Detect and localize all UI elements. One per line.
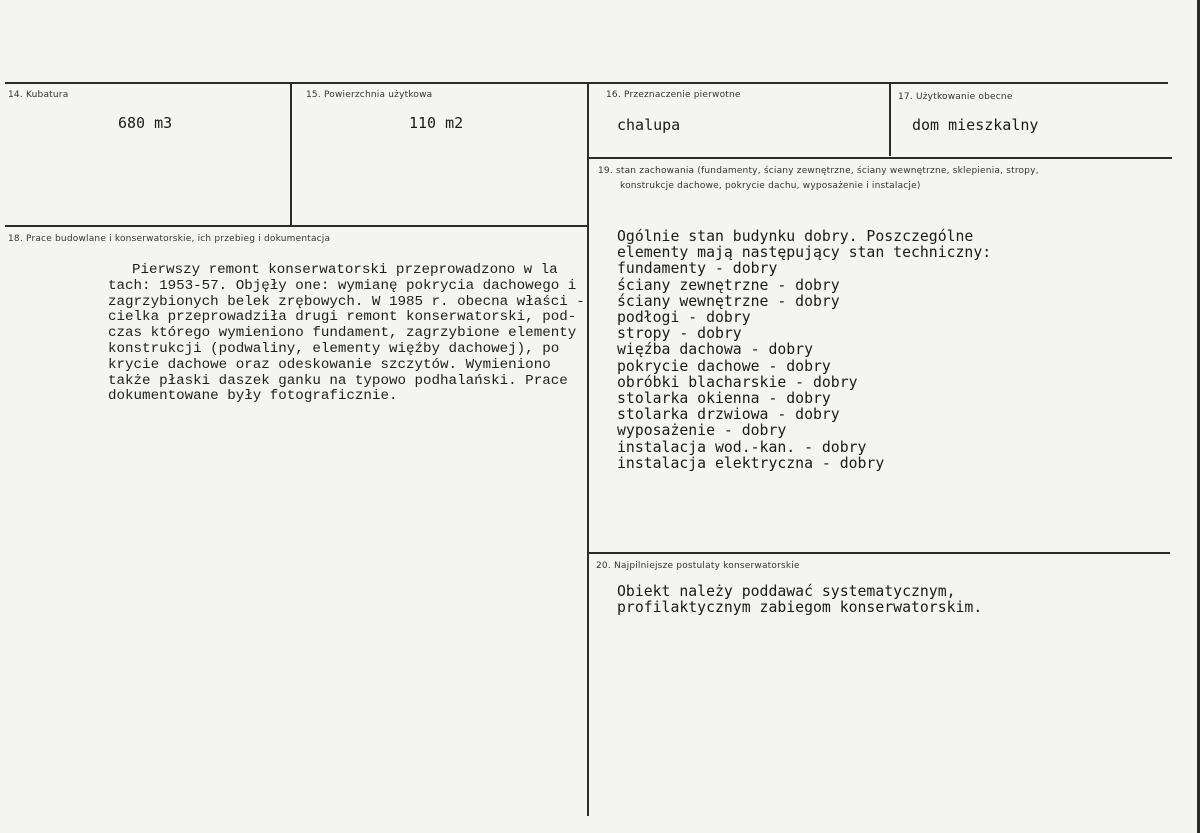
stan-zachowania-text	[617, 229, 991, 472]
stan-line: ściany wewnętrzne - dobry	[617, 292, 840, 310]
powierzchnia-label: 15. Powierzchnia użytkowa	[306, 90, 433, 100]
prace-line: krycie dachowe oraz odeskowanie szczytów. Wymieniono	[108, 356, 551, 373]
stan-zachowania-label-1: 19. stan zachowania (fundamenty, ściany zewnętrzne, ściany wewnętrzne, sklepienia, stropy,	[598, 166, 1039, 176]
prace-line: czas którego wymieniono fundament, zagrzybione elementy	[108, 325, 577, 342]
przeznaczenie-value: chalupa	[617, 116, 681, 134]
postulaty-text	[617, 584, 982, 616]
divider-16-17	[889, 84, 891, 156]
divider-14-15	[290, 84, 292, 226]
stan-line: pokrycie dachowe - dobry	[617, 357, 831, 375]
prace-line: także płaski daszek ganku na typowo podhalański. Prace	[108, 372, 568, 389]
stan-line: więźba dachowa - dobry	[617, 341, 813, 359]
stan-line: Ogólnie stan budynku dobry. Poszczególne	[617, 228, 974, 245]
stan-line: podłogi - dobry	[617, 309, 751, 327]
postulaty-line: Obiekt należy poddawać systematycznym,	[617, 583, 956, 600]
prace-line: dokumentowane były fotograficznie.	[108, 388, 398, 405]
kubatura-label: 14. Kubatura	[8, 90, 69, 100]
prace-text	[108, 263, 585, 405]
przeznaczenie-label: 16. Przeznaczenie pierwotne	[606, 90, 741, 100]
prace-line: Pierwszy remont konserwatorski przeprowadzono w la	[132, 262, 558, 278]
postulaty-label: 20. Najpilniejsze postulaty konserwatorskie	[596, 561, 800, 571]
prace-line: konstrukcji (podwaliny, elementy więźby dachowej), po	[108, 340, 560, 357]
postulaty-line: profilaktycznym zabiegom konserwatorskim.	[617, 599, 983, 617]
stan-line: stolarka drzwiowa - dobry	[617, 406, 840, 424]
stan-line: instalacja wod.-kan. - dobry	[617, 438, 867, 456]
stan-line: ściany zewnętrzne - dobry	[617, 276, 840, 294]
stan-line: elementy mają następujący stan techniczny:	[617, 244, 992, 262]
stan-line: stolarka okienna - dobry	[617, 390, 831, 408]
uzytkowanie-label: 17. Użytkowanie obecne	[898, 92, 1013, 102]
powierzchnia-value: 110 m2	[409, 114, 464, 132]
stan-line: fundamenty - dobry	[617, 260, 778, 278]
rule-under-14-15	[5, 225, 588, 227]
prace-line: zagrzybionych belek zrębowych. W 1985 r. obecna właści -	[108, 293, 585, 310]
uzytkowanie-value: dom mieszkalny	[912, 116, 1039, 134]
rule-above-20	[589, 552, 1170, 554]
stan-line: wyposażenie - dobry	[617, 422, 787, 440]
prace-line: tach: 1953-57. Objęły one: wymianę pokrycia dachowego i	[108, 277, 577, 294]
kubatura-value: 680 m3	[118, 114, 173, 132]
stan-line: stropy - dobry	[617, 325, 742, 343]
stan-zachowania-label-2: konstrukcje dachowe, pokrycie dachu, wyposażenie i instalacje)	[620, 181, 921, 191]
stan-line: instalacja elektryczna - dobry	[617, 454, 885, 472]
divider-main	[587, 84, 589, 816]
prace-label: 18. Prace budowlane i konserwatorskie, ich przebieg i dokumentacja	[8, 234, 331, 244]
prace-line: cielka przeprowadziła drugi remont konserwatorski, pod-	[108, 309, 577, 326]
rule-under-16-17	[589, 157, 1172, 159]
stan-line: obróbki blacharskie - dobry	[617, 373, 858, 391]
